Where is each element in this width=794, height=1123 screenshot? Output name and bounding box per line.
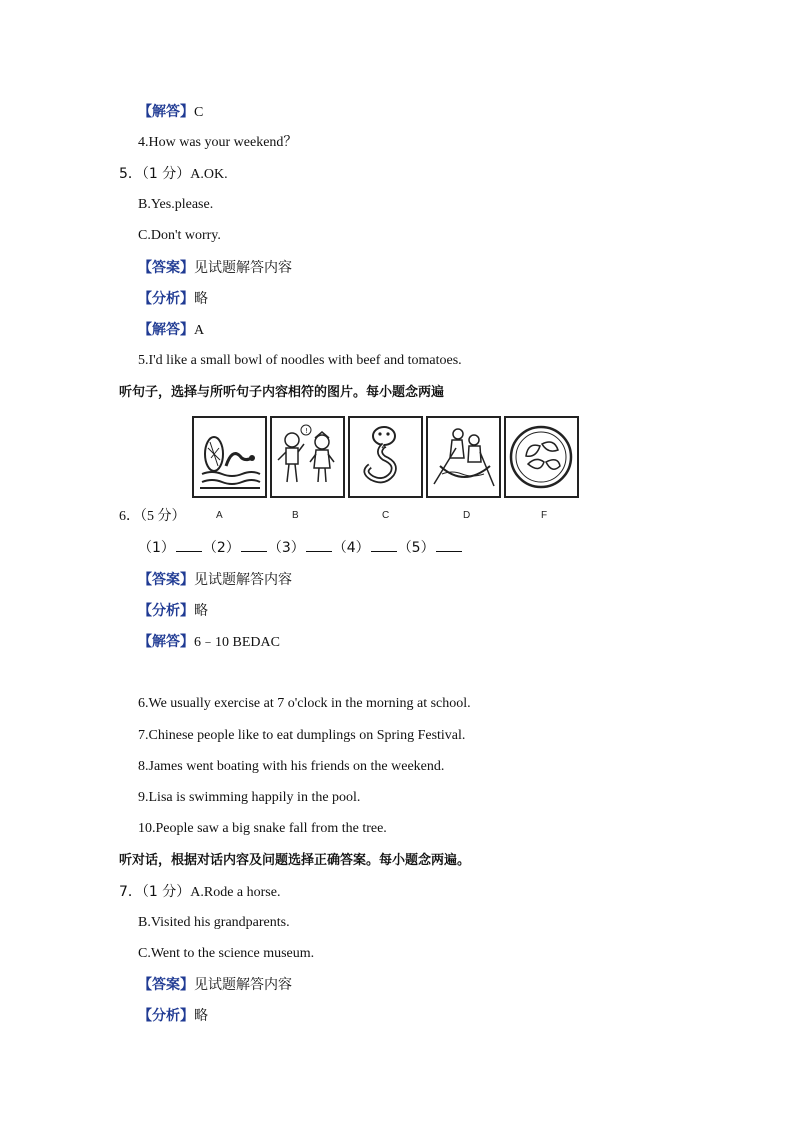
solution-tag: 【解答】 xyxy=(138,322,194,338)
picture-b xyxy=(270,416,345,498)
exercising-children-icon xyxy=(272,418,343,496)
analysis-tag: 【分析】 xyxy=(138,603,194,619)
picture-d xyxy=(426,416,501,498)
script-line: 10.People saw a big snake fall from the tree. xyxy=(138,821,387,836)
answer-text: 见试题解答内容 xyxy=(194,260,292,276)
section-instruction: 听句子，选择与所听句子内容相符的图片。每小题念两遍 xyxy=(119,385,445,400)
option-b: B.Visited his grandparents. xyxy=(138,915,290,930)
picture-label-d: D xyxy=(463,510,471,521)
picture-label-b: B xyxy=(292,510,299,521)
answer-blank xyxy=(306,539,332,552)
script-line: 8.James went boating with his friends on the weekend. xyxy=(138,759,445,774)
picture-row xyxy=(192,416,570,502)
option-a: A.Rode a horse. xyxy=(190,885,281,900)
analysis-text: 略 xyxy=(194,1008,208,1024)
option-a: A.OK. xyxy=(190,167,228,182)
solution-line xyxy=(138,321,204,340)
blank-label: （1） xyxy=(138,540,175,556)
script-line: 5.I'd like a small bowl of noodles with beef and tomatoes. xyxy=(138,353,462,368)
analysis-text: 略 xyxy=(194,603,208,619)
answer-tag: 【答案】 xyxy=(138,977,194,993)
answer-blank xyxy=(371,539,397,552)
picture-a xyxy=(192,416,267,498)
answer-blank xyxy=(436,539,462,552)
analysis-line xyxy=(138,1007,208,1026)
solution-tag: 【解答】 xyxy=(138,634,194,650)
option-b: B.Yes.please. xyxy=(138,197,214,212)
script-line: 9.Lisa is swimming happily in the pool. xyxy=(138,790,361,805)
answer-blank xyxy=(241,539,267,552)
section-instruction: 听对话，根据对话内容及问题选择正确答案。每小题念两遍。 xyxy=(119,853,471,868)
option-c: C.Went to the science museum. xyxy=(138,946,315,961)
solution-text: 6﹣10 BEDAC xyxy=(194,635,280,650)
answer-blank xyxy=(176,539,202,552)
picture-c xyxy=(348,416,423,498)
picture-label-a: A xyxy=(216,510,223,521)
solution-line xyxy=(138,633,280,652)
script-line: 7.Chinese people like to eat dumplings on Spring Festival. xyxy=(138,728,466,743)
script-line: 4.How was your weekend？ xyxy=(138,135,298,150)
solution-text: A xyxy=(194,323,205,338)
picture-label-c: C xyxy=(382,510,390,521)
picture-label-f: F xyxy=(541,510,548,521)
question-number: 7．（1 分） xyxy=(119,884,191,900)
option-c: C.Don't worry. xyxy=(138,228,221,243)
swimmer-icon xyxy=(194,418,265,496)
blank-label: （2） xyxy=(202,540,240,556)
blank-label: （3） xyxy=(267,540,305,556)
answer-text: 见试题解答内容 xyxy=(194,977,292,993)
analysis-line xyxy=(138,290,208,309)
answer-line xyxy=(138,259,292,278)
question-7 xyxy=(119,883,280,902)
answer-text: 见试题解答内容 xyxy=(194,572,292,588)
question-number: 5．（1 分） xyxy=(119,166,191,182)
blank-label: （5） xyxy=(397,540,435,556)
picture-f xyxy=(504,416,579,498)
blank-label: （4） xyxy=(332,540,370,556)
snake-icon xyxy=(350,418,421,496)
question-5 xyxy=(119,165,228,184)
svg-text:!: ! xyxy=(305,427,308,435)
analysis-text: 略 xyxy=(194,291,208,307)
answer-tag: 【答案】 xyxy=(138,260,194,276)
answer-line xyxy=(138,103,203,122)
answer-line xyxy=(138,976,292,995)
analysis-tag: 【分析】 xyxy=(138,291,194,307)
solution-tag: 【解答】 xyxy=(138,104,194,120)
answer-line xyxy=(138,571,292,590)
blank-row xyxy=(138,539,463,558)
analysis-tag: 【分析】 xyxy=(138,1008,194,1024)
script-line: 6.We usually exercise at 7 o'clock in the morning at school. xyxy=(138,696,471,711)
analysis-line xyxy=(138,602,208,621)
question-6: 6．（5 分） xyxy=(119,509,186,524)
answer-tag: 【答案】 xyxy=(138,572,194,588)
solution-text: C xyxy=(194,105,204,120)
dumplings-icon xyxy=(506,418,577,496)
boating-icon xyxy=(428,418,499,496)
